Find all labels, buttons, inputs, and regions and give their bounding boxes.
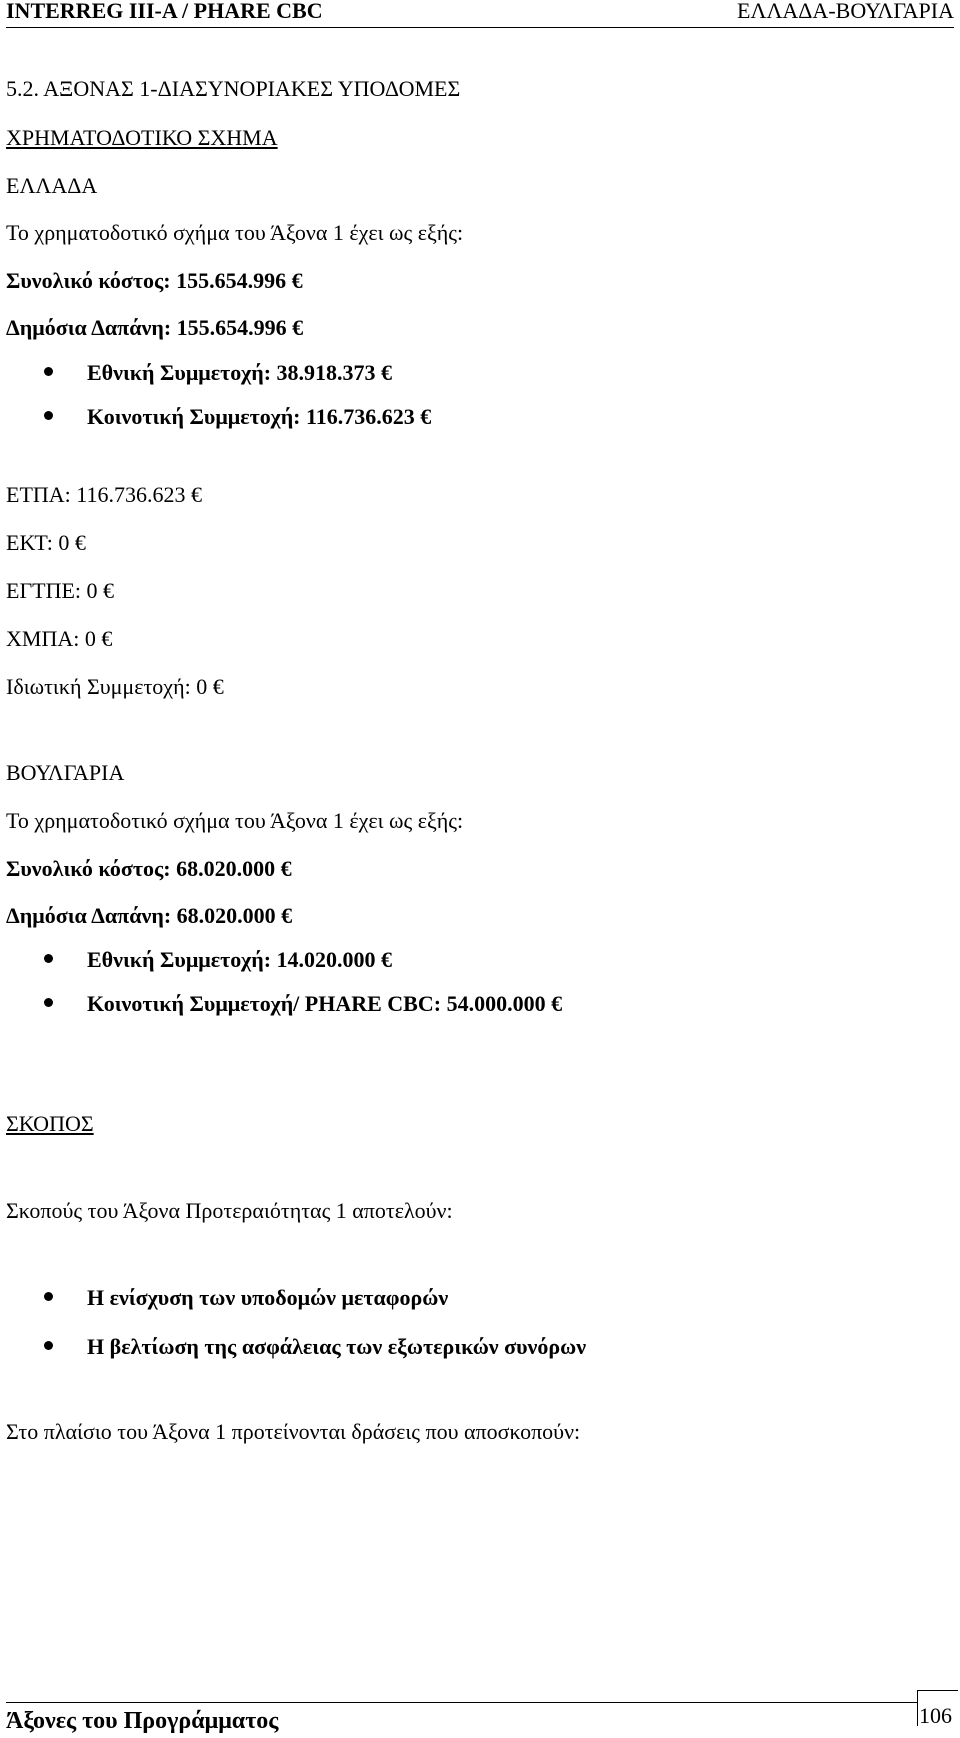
bulgaria-total-cost: Συνολικό κόστος: 68.020.000 € — [6, 856, 292, 881]
bulgaria-public-expenditure: Δημόσια Δαπάνη: 68.020.000 € — [6, 903, 293, 928]
section-title: 5.2. ΑΞΟΝΑΣ 1-ΔΙΑΣΥΝΟΡΙΑΚΕΣ ΥΠΟΔΟΜΕΣ — [6, 76, 461, 101]
purpose-item: Η ενίσχυση των υποδομών μεταφορών — [87, 1285, 449, 1310]
greece-hmpa: ΧΜΠΑ: 0 € — [6, 626, 113, 651]
greece-total-cost: Συνολικό κόστος: 155.654.996 € — [6, 268, 303, 293]
greece-community-contribution: Κοινοτική Συμμετοχή: 116.736.623 € — [87, 404, 432, 429]
bullet-icon — [44, 367, 53, 376]
greece-private-contribution: Ιδιωτική Συμμετοχή: 0 € — [6, 674, 224, 699]
header-program-title: INTERREG III-A / PHARE CBC — [6, 0, 323, 23]
greece-national-contribution: Εθνική Συμμετοχή: 38.918.373 € — [87, 360, 393, 385]
bulgaria-national-contribution: Εθνική Συμμετοχή: 14.020.000 € — [87, 947, 393, 972]
purpose-intro: Σκοπούς του Άξονα Προτεραιότητας 1 αποτελούν: — [6, 1198, 453, 1223]
bullet-icon — [44, 954, 53, 963]
bulgaria-intro: Το χρηματοδοτικό σχήμα του Άξονα 1 έχει ως εξής: — [6, 808, 464, 833]
header-divider — [6, 27, 954, 28]
bulgaria-heading: ΒΟΥΛΓΑΡΙΑ — [6, 760, 125, 785]
bullet-icon — [44, 1292, 53, 1301]
footer-title: Άξονες του Προγράμματος — [6, 1708, 279, 1734]
header-countries: ΕΛΛΑΔΑ-ΒΟΥΛΓΑΡΙΑ — [737, 0, 954, 23]
bulgaria-community-contribution: Κοινοτική Συμμετοχή/ PHARE CBC: 54.000.000 € — [87, 991, 563, 1016]
purpose-heading: ΣΚΟΠΟΣ — [6, 1111, 94, 1136]
actions-intro: Στο πλαίσιο του Άξονα 1 προτείνονται δράσεις που αποσκοπούν: — [6, 1419, 581, 1444]
greece-intro: Το χρηματοδοτικό σχήμα του Άξονα 1 έχει ως εξής: — [6, 220, 464, 245]
bullet-icon — [44, 998, 53, 1007]
greece-public-expenditure: Δημόσια Δαπάνη: 155.654.996 € — [6, 315, 304, 340]
bullet-icon — [44, 1341, 53, 1350]
bullet-icon — [44, 411, 53, 420]
footer-divider — [6, 1702, 917, 1703]
financial-heading: ΧΡΗΜΑΤΟΔΟΤΙΚΟ ΣΧΗΜΑ — [6, 125, 278, 150]
greece-egtpe: ΕΓΤΠΕ: 0 € — [6, 578, 115, 603]
greece-etpa: ΕΤΠΑ: 116.736.623 € — [6, 482, 202, 507]
greece-ekt: ΕΚΤ: 0 € — [6, 530, 86, 555]
page-number: 106 — [919, 1703, 952, 1728]
greece-heading: ΕΛΛΑΔΑ — [6, 173, 98, 198]
purpose-item: Η βελτίωση της ασφάλειας των εξωτερικών συνόρων — [87, 1334, 587, 1359]
